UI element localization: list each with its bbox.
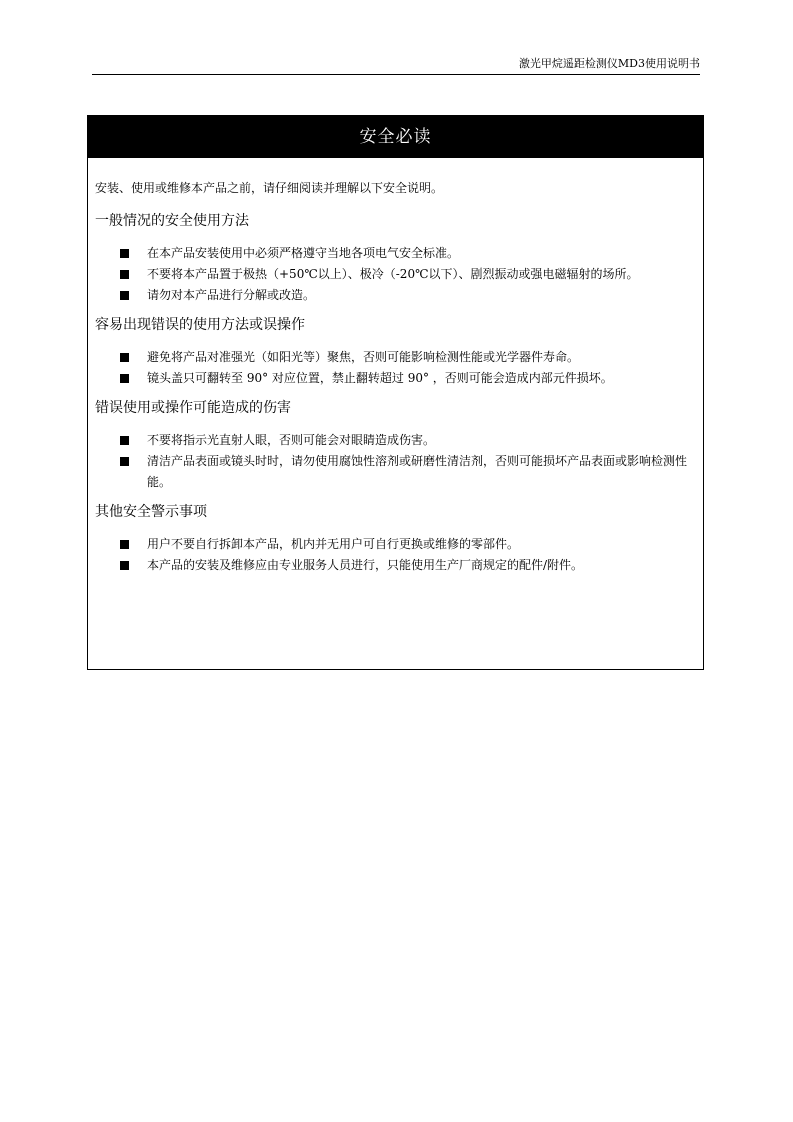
page-header [92, 56, 700, 75]
section-heading-injury: 错误使用或操作可能造成的伤害 [95, 400, 291, 416]
list-item-text: 本产品的安装及维修应由专业服务人员进行，只能使用生产厂商规定的配件/附件。 [147, 558, 584, 572]
bullet-square-icon [120, 353, 129, 362]
bullet-square-icon [120, 561, 129, 570]
bullet-square-icon [120, 374, 129, 383]
bullet-square-icon [120, 249, 129, 258]
list-item-text: 请勿对本产品进行分解或改造。 [147, 288, 316, 302]
bullet-square-icon [120, 457, 129, 466]
section-heading-misuse: 容易出现错误的使用方法或误操作 [95, 317, 305, 333]
list-item-text: 避免将产品对准强光（如阳光等）聚焦，否则可能影响检测性能或光学器件寿命。 [147, 350, 580, 364]
intro-text: 安装、使用或维修本产品之前，请仔细阅读并理解以下安全说明。 [95, 181, 444, 195]
list-item-text: 不要将指示光直射人眼，否则可能会对眼睛造成伤害。 [147, 433, 436, 447]
list-item-text: 不要将本产品置于极热（+50℃以上）、极冷（-20℃以下）、剧烈振动或强电磁辐射的场所。 [147, 267, 639, 281]
bullet-square-icon [120, 436, 129, 445]
list-item-text: 清洁产品表面或镜头时时，请勿使用腐蚀性溶剂或研磨性清洁剂，否则可能损坏产品表面或影响检测性能。 [147, 454, 688, 489]
bullet-square-icon [120, 291, 129, 300]
safety-notice-box [87, 115, 704, 670]
safety-notice-title: 安全必读 [88, 116, 703, 158]
document-title: 激光甲烷遥距检测仪MD3使用说明书 [518, 57, 700, 70]
bullet-square-icon [120, 270, 129, 279]
bullet-square-icon [120, 540, 129, 549]
list-item-text: 镜头盖只可翻转至 90° 对应位置，禁止翻转超过 90° ，否则可能会造成内部元件损坏。 [147, 371, 613, 385]
list-item-text: 用户不要自行拆卸本产品，机内并无用户可自行更换或维修的零部件。 [147, 537, 520, 551]
section-heading-other: 其他安全警示事项 [95, 504, 207, 520]
section-heading-general: 一般情况的安全使用方法 [95, 213, 249, 229]
list-item-text: 在本产品安装使用中必须严格遵守当地各项电气安全标准。 [147, 246, 460, 260]
